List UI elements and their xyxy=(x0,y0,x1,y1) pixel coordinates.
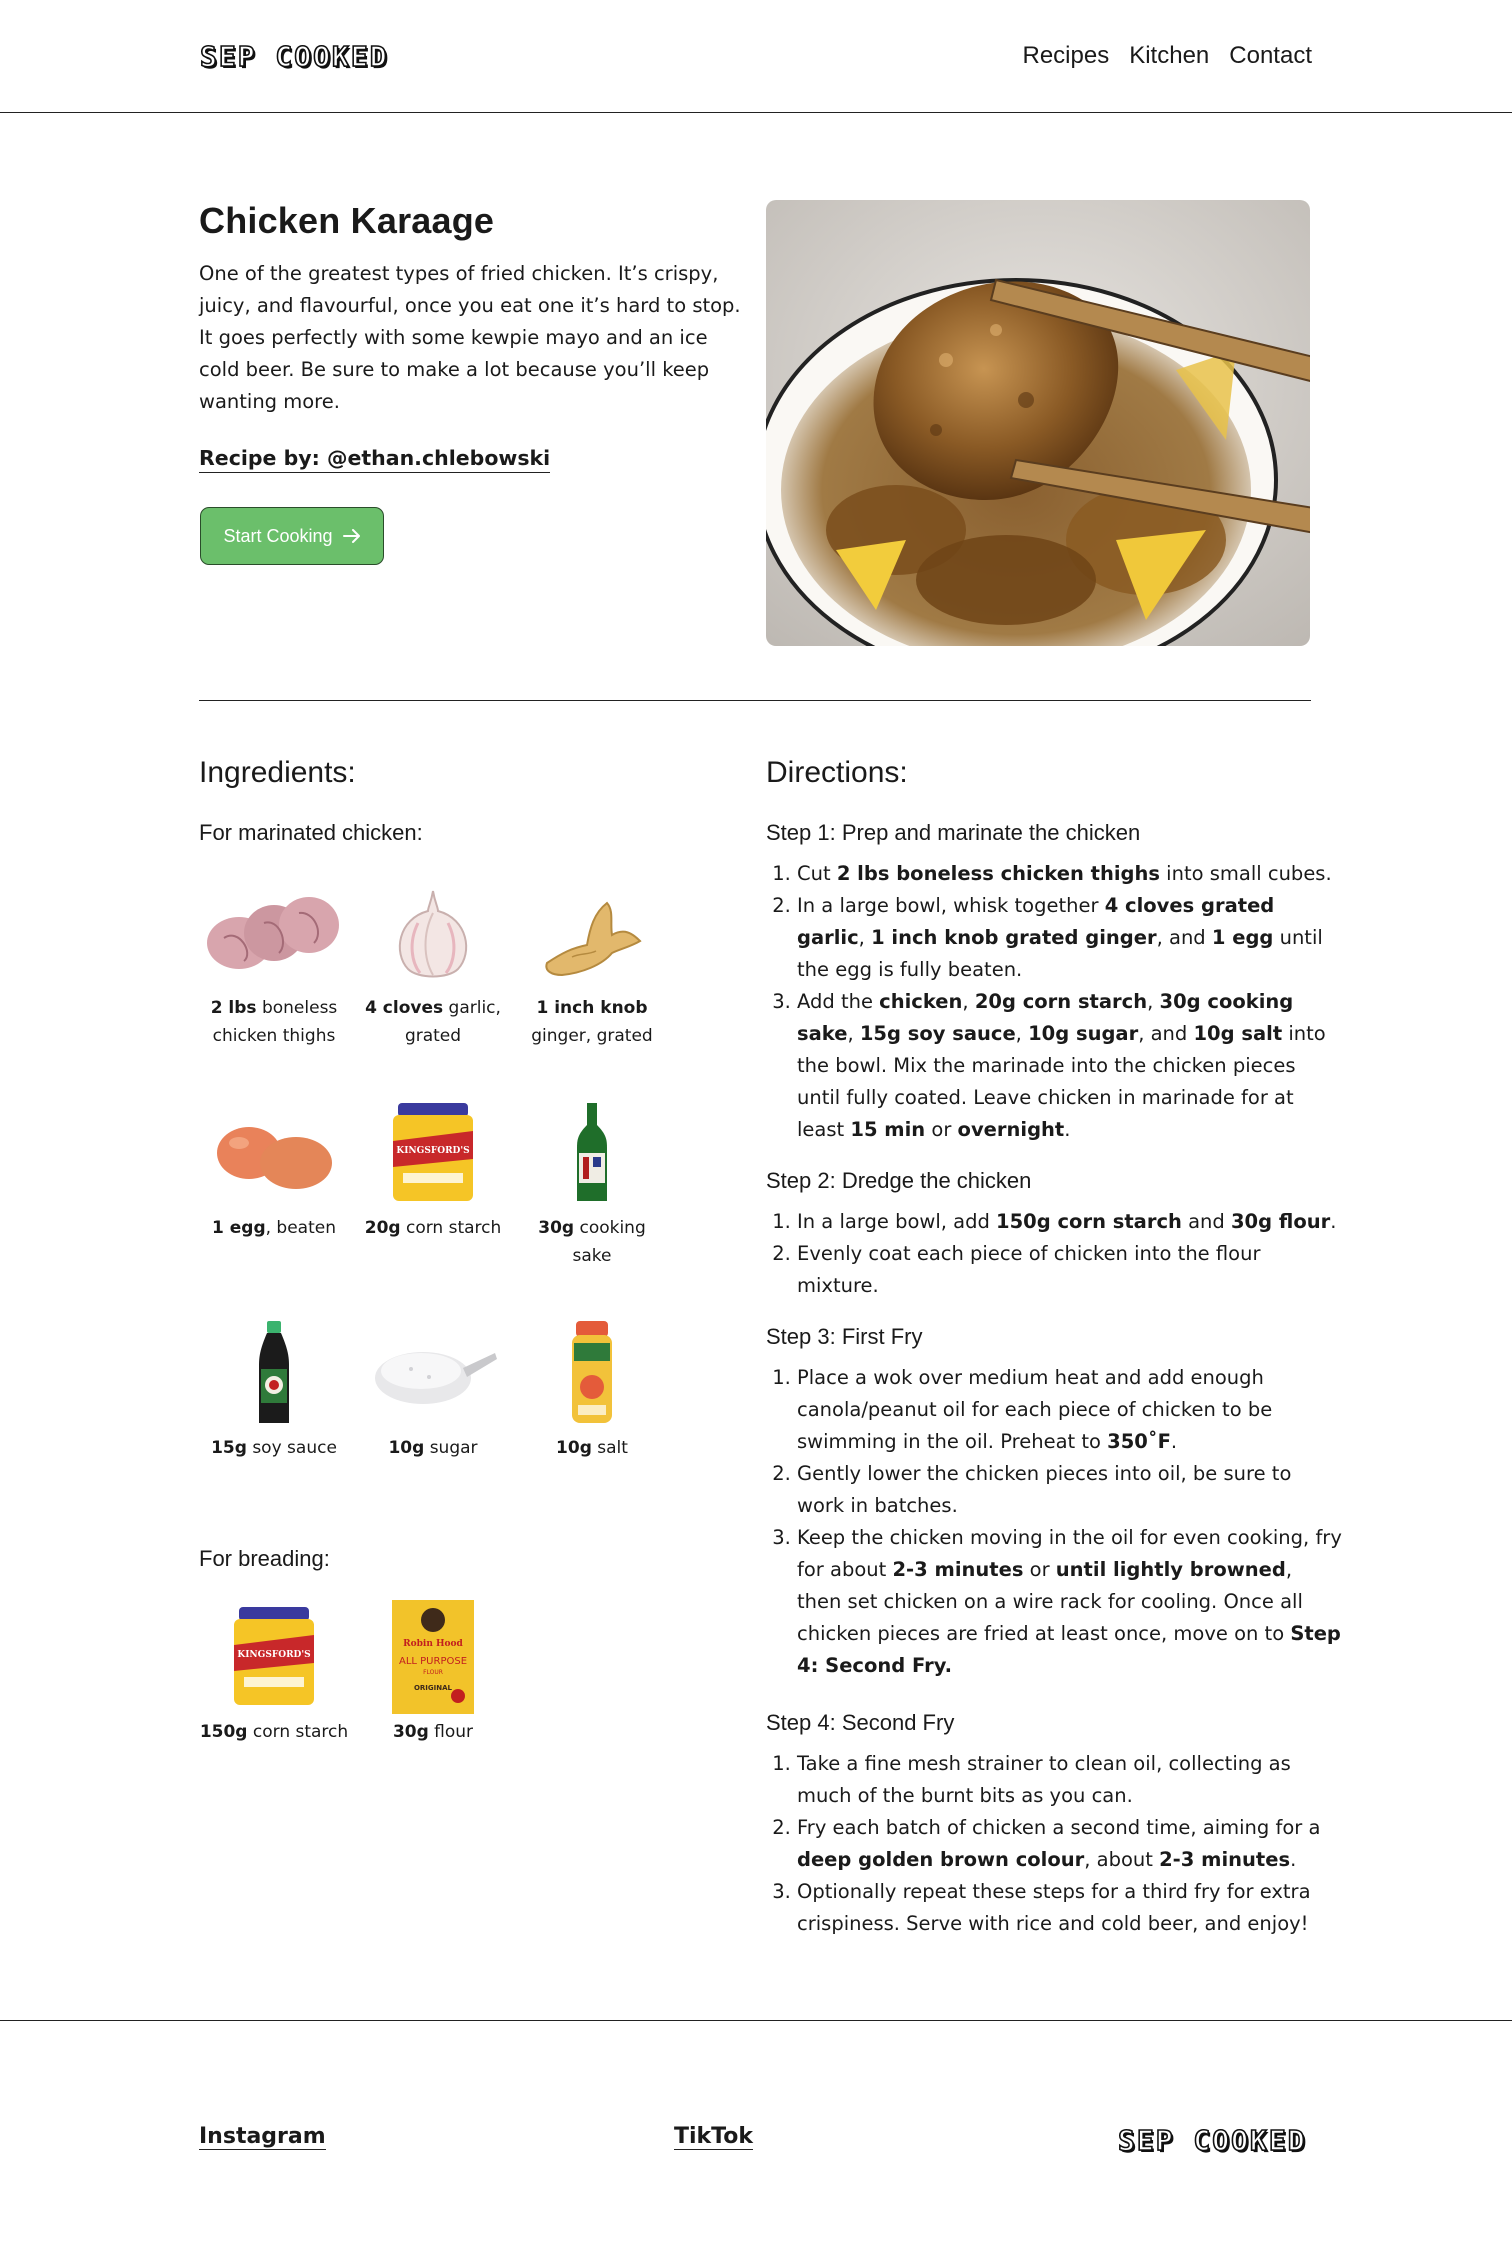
recipe-author-link[interactable]: Recipe by: @ethan.chlebowski xyxy=(199,446,550,473)
direction-item: 1. In a large bowl, add 150g corn starch and 30g flour. xyxy=(797,1206,1342,1238)
ingredient-desc: corn starch xyxy=(252,1722,349,1742)
direction-item: 2. Evenly coat each piece of chicken into the flour mixture. xyxy=(797,1238,1342,1302)
ingredient-desc: , beaten xyxy=(265,1218,336,1238)
ingredient-amount: 10g xyxy=(556,1438,592,1458)
direction-item: 2. In a large bowl, whisk together 4 cloves grated garlic, 1 inch knob grated ginger, and 1 egg until the egg is fully beaten. xyxy=(797,890,1342,986)
step-title: Step 3: First Fry xyxy=(766,1324,923,1349)
instagram-link[interactable]: Instagram xyxy=(199,2124,326,2149)
step-3-list xyxy=(766,1362,1342,1682)
ingredient-desc: garlic, grated xyxy=(404,998,501,1046)
ingredient-amount: 4 cloves xyxy=(365,998,444,1018)
ingredient-item xyxy=(358,1098,508,1242)
ingredient-amount: 30g xyxy=(392,1722,429,1742)
ingredient-amount: 15g xyxy=(211,1438,247,1458)
ingredient-amount: 20g xyxy=(364,1218,401,1238)
direction-item: 1. Place a wok over medium heat and add enough canola/peanut oil for each piece of chicken to be swimming in the oil. Preheat to 350˚F. xyxy=(797,1362,1342,1458)
corn-starch-brand-label: KINGSFORD'S xyxy=(237,1650,311,1660)
arrow-right-icon xyxy=(343,529,361,543)
direction-item: 2. Gently lower the chicken pieces into oil, be sure to work in batches. xyxy=(797,1458,1342,1522)
tiktok-link[interactable]: TikTok xyxy=(674,2124,754,2149)
soy-sauce-icon xyxy=(199,1318,349,1428)
ingredient-desc: salt xyxy=(597,1438,628,1458)
ingredient-amount: 10g xyxy=(388,1438,425,1458)
start-cooking-button[interactable] xyxy=(200,507,384,565)
ingredient-item xyxy=(358,1602,508,1746)
recipe-intro: One of the greatest types of fried chicken. It’s crispy, juicy, and flavourful, once you eat one it’s hard to stop. It goes perfectly with some kewpie mayo and an ice cold beer. Be sure to make a lot because you’ll keep wanting more. xyxy=(199,262,741,413)
step-title: Step 2: Dredge the chicken xyxy=(766,1168,1032,1193)
chicken-thighs-icon xyxy=(199,878,349,988)
ingredient-amount: 30g xyxy=(538,1218,575,1238)
ingredient-amount: 1 egg xyxy=(212,1218,266,1238)
flour-bag-icon xyxy=(358,1602,508,1712)
start-cooking-label: Start Cooking xyxy=(223,525,333,546)
garlic-icon xyxy=(358,878,508,988)
ingredient-desc: soy sauce xyxy=(252,1438,337,1458)
ingredient-amount: 1 inch knob xyxy=(536,998,648,1018)
flour-variant-label: ORIGINAL xyxy=(413,1684,453,1692)
ingredient-desc: sugar xyxy=(429,1438,478,1458)
flour-brand-label: Robin Hood xyxy=(403,1639,463,1649)
footer-logo[interactable]: SEP COOKED xyxy=(1118,2124,1307,2157)
ingredients-heading: Ingredients: xyxy=(199,756,356,789)
eggs-icon xyxy=(199,1098,349,1208)
step-title: Step 1: Prep and marinate the chicken xyxy=(766,820,1141,845)
nav-contact[interactable]: Contact xyxy=(1229,42,1312,69)
directions-heading: Directions: xyxy=(766,756,908,789)
flour-word-label: FLOUR xyxy=(423,1669,443,1676)
ingredient-desc: ginger, grated xyxy=(531,1026,653,1046)
direction-item: 2. Fry each batch of chicken a second time, aiming for a deep golden brown colour, about 2-3 minutes. xyxy=(797,1812,1342,1876)
ingredient-item xyxy=(199,878,349,1050)
ingredient-desc: corn starch xyxy=(405,1218,502,1238)
hero-photo-chicken-karaage xyxy=(766,200,1310,646)
ingredient-item xyxy=(517,878,667,1050)
step-2-list xyxy=(766,1206,1342,1302)
corn-starch-icon xyxy=(199,1602,349,1712)
corn-starch-brand-label: KINGSFORD'S xyxy=(396,1146,470,1156)
sake-bottle-icon xyxy=(517,1098,667,1208)
ingredient-desc: cooking sake xyxy=(572,1218,646,1266)
footer-divider xyxy=(0,2020,1512,2021)
site-logo[interactable]: SEP COOKED xyxy=(200,40,389,73)
direction-item: 3. Optionally repeat these steps for a third fry for extra crispiness. Serve with rice and cold beer, and enjoy! xyxy=(797,1876,1342,1940)
ingredient-item xyxy=(358,1318,508,1462)
ingredient-desc: boneless chicken thighs xyxy=(212,998,338,1046)
ginger-icon xyxy=(517,878,667,988)
step-4-list xyxy=(766,1748,1342,1940)
ingredient-item xyxy=(199,1318,349,1462)
nav-kitchen[interactable]: Kitchen xyxy=(1129,42,1210,69)
nav-recipes[interactable]: Recipes xyxy=(1022,42,1110,69)
breading-heading: For breading: xyxy=(199,1546,330,1571)
corn-starch-icon xyxy=(358,1098,508,1208)
ingredient-desc: flour xyxy=(434,1722,474,1742)
site-header xyxy=(0,0,1512,113)
step-title: Step 4: Second Fry xyxy=(766,1710,955,1735)
ingredient-item xyxy=(517,1098,667,1270)
ingredient-amount: 2 lbs xyxy=(210,998,257,1018)
direction-item: 1. Cut 2 lbs boneless chicken thighs into small cubes. xyxy=(797,858,1342,890)
sugar-icon xyxy=(358,1318,508,1428)
salt-icon xyxy=(517,1318,667,1428)
recipe-title: Chicken Karaage xyxy=(199,200,495,241)
step-1-list xyxy=(766,858,1342,1146)
ingredient-amount: 150g xyxy=(199,1722,248,1742)
direction-item: 3. Add the chicken, 20g corn starch, 30g cooking sake, 15g soy sauce, 10g sugar, and 10g salt into the bowl. Mix the marinade into the chicken pieces until fully coated. Leave chicken in marinade for at least 15 min or overnight. xyxy=(797,986,1342,1146)
ingredient-item xyxy=(199,1602,349,1746)
ingredient-item xyxy=(517,1318,667,1462)
flour-type-label: ALL PURPOSE xyxy=(398,1656,468,1667)
ingredient-item xyxy=(358,878,508,1050)
marinated-heading: For marinated chicken: xyxy=(199,820,423,845)
ingredient-item xyxy=(199,1098,349,1242)
direction-item: 1. Take a fine mesh strainer to clean oil, collecting as much of the burnt bits as you can. xyxy=(797,1748,1342,1812)
main-nav xyxy=(1023,42,1313,70)
direction-item: 3. Keep the chicken moving in the oil for even cooking, fry for about 2-3 minutes or until lightly browned, then set chicken on a wire rack for cooling. Once all chicken pieces are fried at least once, move on to Step 4: Second Fry. xyxy=(797,1522,1342,1682)
section-divider xyxy=(199,700,1311,701)
